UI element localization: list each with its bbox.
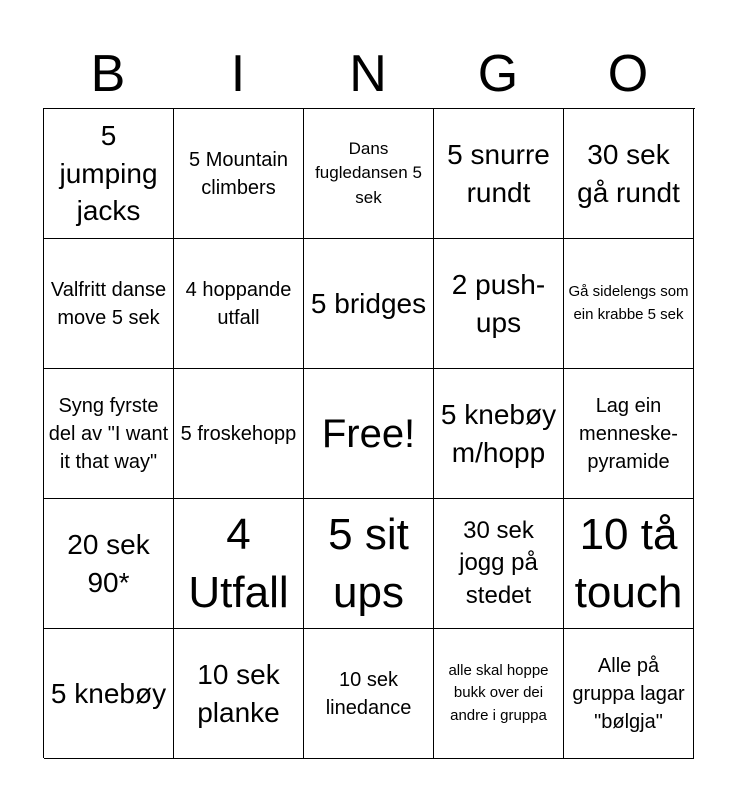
cell-text: 10 sek planke [197,658,280,728]
free-space-text: Free! [321,411,416,456]
cell-text: 5 froskehopp [180,422,297,445]
cell-text: 10 sek linedance [325,668,412,719]
header-letter-n: N [349,45,387,103]
bingo-cell-5-4[interactable] [434,629,564,759]
cell-text: Syng fyrste del av "I want it that way" [48,394,169,473]
cell-text: alle skal hoppe bukk over dei andre i gruppa [448,661,549,724]
bingo-cell-5-3[interactable] [304,629,434,759]
bingo-cell-2-4[interactable] [434,239,564,369]
bingo-cell-4-2[interactable] [174,499,304,629]
cell-text: 4 Utfall [188,510,289,617]
bingo-cell-4-3[interactable] [304,499,434,629]
bingo-cell-2-5[interactable] [564,239,694,369]
bingo-cell-2-1[interactable] [44,239,174,369]
bingo-cell-3-4[interactable] [434,369,564,499]
cell-text: Valfritt danse move 5 sek [50,278,167,329]
header-letter-g: G [477,45,519,103]
cell-text: Lag ein menneske-pyramide [579,394,678,473]
cell-text: 5 Mountain climbers [189,148,288,199]
cell-text: Alle på gruppa lagar "bølgja" [572,654,685,733]
header-letter-b: B [90,45,126,103]
bingo-cell-3-1[interactable] [44,369,174,499]
cell-text: 30 sek gå rundt [577,138,680,208]
bingo-cell-4-5[interactable] [564,499,694,629]
bingo-cell-1-1[interactable] [44,109,174,239]
cell-text: Gå sidelengs som ein krabbe 5 sek [568,283,689,323]
bingo-cell-2-3[interactable] [304,239,434,369]
bingo-header [43,40,693,108]
bingo-cell-5-1[interactable] [44,629,174,759]
bingo-cell-3-3-free[interactable] [304,369,434,499]
cell-text: 20 sek 90* [67,528,150,598]
cell-text: 5 bridges [310,287,427,319]
bingo-cell-1-5[interactable] [564,109,694,239]
bingo-cell-3-2[interactable] [174,369,304,499]
bingo-cell-1-3[interactable] [304,109,434,239]
bingo-grid [43,108,695,758]
bingo-cell-5-5[interactable] [564,629,694,759]
header-letter-i: I [230,45,246,103]
cell-text: 2 push-ups [451,268,546,338]
cell-text: 4 hoppande utfall [185,278,292,329]
bingo-cell-5-2[interactable] [174,629,304,759]
bingo-cell-1-2[interactable] [174,109,304,239]
bingo-cell-2-2[interactable] [174,239,304,369]
cell-text: 5 knebøy [50,677,167,709]
bingo-cell-4-1[interactable] [44,499,174,629]
cell-text: 5 sit ups [328,510,409,617]
cell-text: Dans fugledansen 5 sek [315,138,422,207]
cell-text: 5 jumping jacks [59,119,158,227]
cell-text: 5 snurre rundt [447,138,550,208]
cell-text: 30 sek jogg på stedet [459,516,538,609]
bingo-cell-1-4[interactable] [434,109,564,239]
cell-text: 10 tå touch [574,510,683,617]
header-letter-o: O [607,45,649,103]
bingo-cell-3-5[interactable] [564,369,694,499]
cell-text: 5 knebøy m/hopp [440,398,557,468]
bingo-cell-4-4[interactable] [434,499,564,629]
